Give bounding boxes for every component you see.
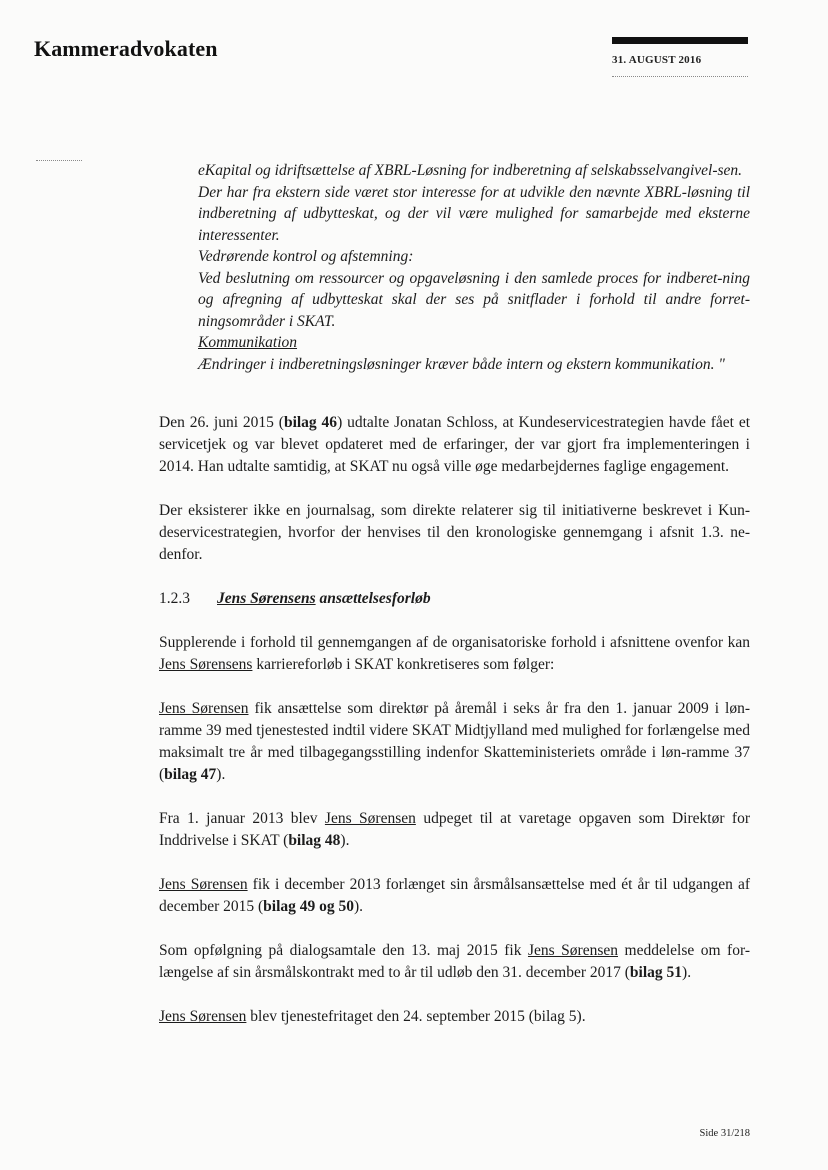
- body-paragraph: [159, 698, 750, 786]
- text-run: Fra 1. januar 2013 blev: [159, 810, 325, 827]
- quote-paragraph: Ved beslutning om ressourcer og opgaveløsning i den samlede proces for indberet-ning og afregning af udbytteskat skal der ses på snitflader i forhold til andre forret-ningsområder i SKAT.: [198, 269, 750, 330]
- quoted-text: [198, 160, 750, 375]
- appendix-ref: bilag 46: [283, 414, 338, 431]
- document-body: [159, 412, 750, 1050]
- margin-divider: [36, 160, 82, 161]
- person-name: Jens Sørensen: [159, 876, 248, 893]
- document-date: 31. AUGUST 2016: [612, 54, 702, 66]
- appendix-ref: bilag 47: [164, 766, 217, 783]
- text-run: blev tjenestefritaget den 24. september 2015 (bilag 5).: [246, 1008, 586, 1025]
- date-divider: [612, 76, 748, 77]
- text-run: fik ansættelse som direktør på åremål i seks år fra den 1. januar 2009 i løn-ramme 39 med tjenestested indtil videre SKAT Midtjylland med mulighed for forlængelse med maksimalt tre år med tilbagegangsstilling indenfor Skatteministeriets område i løn-ramme 37 (: [159, 700, 750, 783]
- firm-name: Kammeradvokaten: [34, 36, 218, 61]
- section-title: [217, 588, 431, 610]
- section-number: 1.2.3: [159, 590, 190, 607]
- person-name: Jens Sørensens: [217, 590, 316, 607]
- person-name: Jens Sørensen: [159, 1008, 247, 1025]
- body-paragraph: [159, 632, 750, 676]
- header-bar: [612, 37, 748, 44]
- text-run: Som opfølgning på dialogsamtale den 13. maj 2015 fik: [159, 942, 528, 959]
- person-name: Jens Sørensen: [527, 942, 618, 959]
- text-run: ).: [354, 898, 364, 915]
- person-name: Jens Sørensen: [324, 810, 416, 827]
- text-run: meddelelse om for-længelse af sin årsmålskontrakt med to år til udløb den 31. december 2017 (: [159, 942, 750, 981]
- person-name: Jens Sørensen: [159, 700, 249, 717]
- appendix-ref: bilag 49 og 50: [263, 898, 355, 915]
- text-run: ).: [216, 766, 226, 783]
- appendix-ref: bilag 51: [629, 964, 683, 981]
- body-paragraph: [159, 412, 750, 478]
- quote-paragraph: Vedrørende kontrol og afstemning:: [198, 248, 414, 265]
- text-run: ansættelsesforløb: [315, 590, 431, 607]
- person-name: Jens Sørensens: [159, 656, 253, 673]
- text-run: ) udtalte Jonatan Schloss, at Kundeservicestrategien havde fået et servicetjek og var blevet opdateret med de erfaringer, der var gjort fra implementeringen i 2014. Han udtalte samtidig, at SKAT nu også ville øge medarbejdernes faglige engagement.: [159, 414, 751, 475]
- quote-paragraph: Der har fra ekstern side været stor interesse for at udvikle den nævnte XBRL-løsning til indberetning af udbytteskat, og der vil være mulighed for samarbejde med eksterne interessenter.: [198, 183, 750, 244]
- body-paragraph: [159, 874, 750, 918]
- quote-paragraph: Ændringer i indberetningsløsninger kræver både intern og ekstern kommunikation. ": [198, 355, 725, 373]
- text-run: Supplerende i forhold til gennemgangen af de organisatoriske forhold i afsnittene ovenfor kan: [159, 634, 750, 651]
- page-number: Side 31/218: [699, 1128, 750, 1139]
- text-run: karriereforløb i SKAT konkretiseres som følger:: [252, 656, 555, 673]
- appendix-ref: bilag 48: [288, 832, 341, 849]
- text-run: ).: [340, 832, 350, 849]
- quote-paragraph: eKapital og idriftsættelse af XBRL-Løsning for indberetning af selskabsselvangivel-sen.: [198, 162, 743, 179]
- quote-subheading: Kommunikation: [198, 334, 298, 351]
- body-paragraph: [159, 1006, 750, 1028]
- body-paragraph: Der eksisterer ikke en journalsag, som direkte relaterer sig til initiativerne beskrevet i Kun-deservicestrategien, hvorfor der henvises til den kronologiske gennemgang i afsnit 1.3. ne-denfor.: [159, 502, 750, 563]
- text-run: udpeget til at varetage opgaven som Direktør for Inddrivelse i SKAT (: [159, 810, 750, 849]
- body-paragraph: [159, 940, 750, 984]
- body-paragraph: [159, 808, 750, 852]
- text-run: ).: [682, 964, 692, 981]
- section-heading: [159, 588, 750, 610]
- text-run: Den 26. juni 2015 (: [159, 414, 284, 431]
- text-run: fik i december 2013 forlænget sin årsmålsansættelse med ét år til udgangen af december 2015 (: [159, 876, 750, 915]
